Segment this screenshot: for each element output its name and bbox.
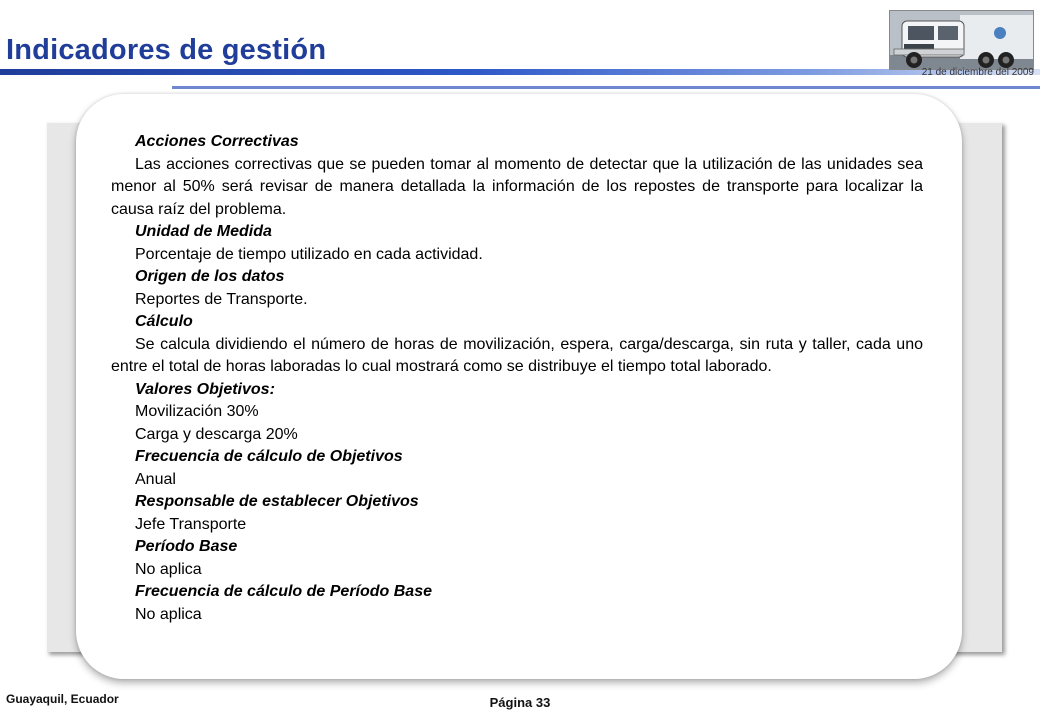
header-divider <box>172 86 1040 89</box>
truck-icon <box>890 11 1034 70</box>
indicator-details <box>111 131 923 626</box>
section-heading-unidad: Unidad de Medida <box>135 223 272 240</box>
page-title: Indicadores de gestión <box>6 34 327 66</box>
section-heading-frecuencia-periodo: Frecuencia de cálculo de Período Base <box>135 583 432 600</box>
responsable-text: Jefe Transporte <box>135 515 247 533</box>
section-heading-frecuencia: Frecuencia de cálculo de Objetivos <box>135 448 403 465</box>
valores-item-movilizacion: Movilización 30% <box>135 403 259 420</box>
truck-photo <box>889 10 1034 70</box>
valores-item-carga: Carga y descarga 20% <box>135 425 298 443</box>
section-heading-acciones: Acciones Correctivas <box>135 133 299 150</box>
section-heading-periodo: Período Base <box>135 538 238 555</box>
frecuencia-text: Anual <box>135 470 176 488</box>
section-heading-valores: Valores Objetivos: <box>135 380 275 398</box>
page-number: Página 33 <box>489 695 551 710</box>
periodo-text: No aplica <box>135 560 202 578</box>
header-date: 21 de diciembre del 2009 <box>921 67 1034 78</box>
acciones-paragraph: Las acciones correctivas que se pueden tomar al momento de detectar que la utilización de las unidades sea menor al 50% será revisar de manera detallada la información de los repostes de transporte para localizar la causa raíz del problema. <box>111 155 923 218</box>
unidad-text: Porcentaje de tiempo utilizado en cada actividad. <box>135 245 483 263</box>
section-heading-origen: Origen de los datos <box>135 268 285 285</box>
title-underline <box>0 69 1040 75</box>
frecuencia-periodo-text: No aplica <box>135 605 202 623</box>
origen-text: Reportes de Transporte. <box>135 290 308 308</box>
footer-location: Guayaquil, Ecuador <box>6 692 119 706</box>
section-heading-responsable: Responsable de establecer Objetivos <box>135 493 419 510</box>
section-heading-calculo: Cálculo <box>135 313 193 330</box>
calculo-paragraph: Se calcula dividiendo el número de horas de movilización, espera, carga/descarga, sin ruta y taller, cada uno entre el total de horas laboradas lo cual mostrará como se distribuye el tiempo total laborado. <box>111 335 923 375</box>
